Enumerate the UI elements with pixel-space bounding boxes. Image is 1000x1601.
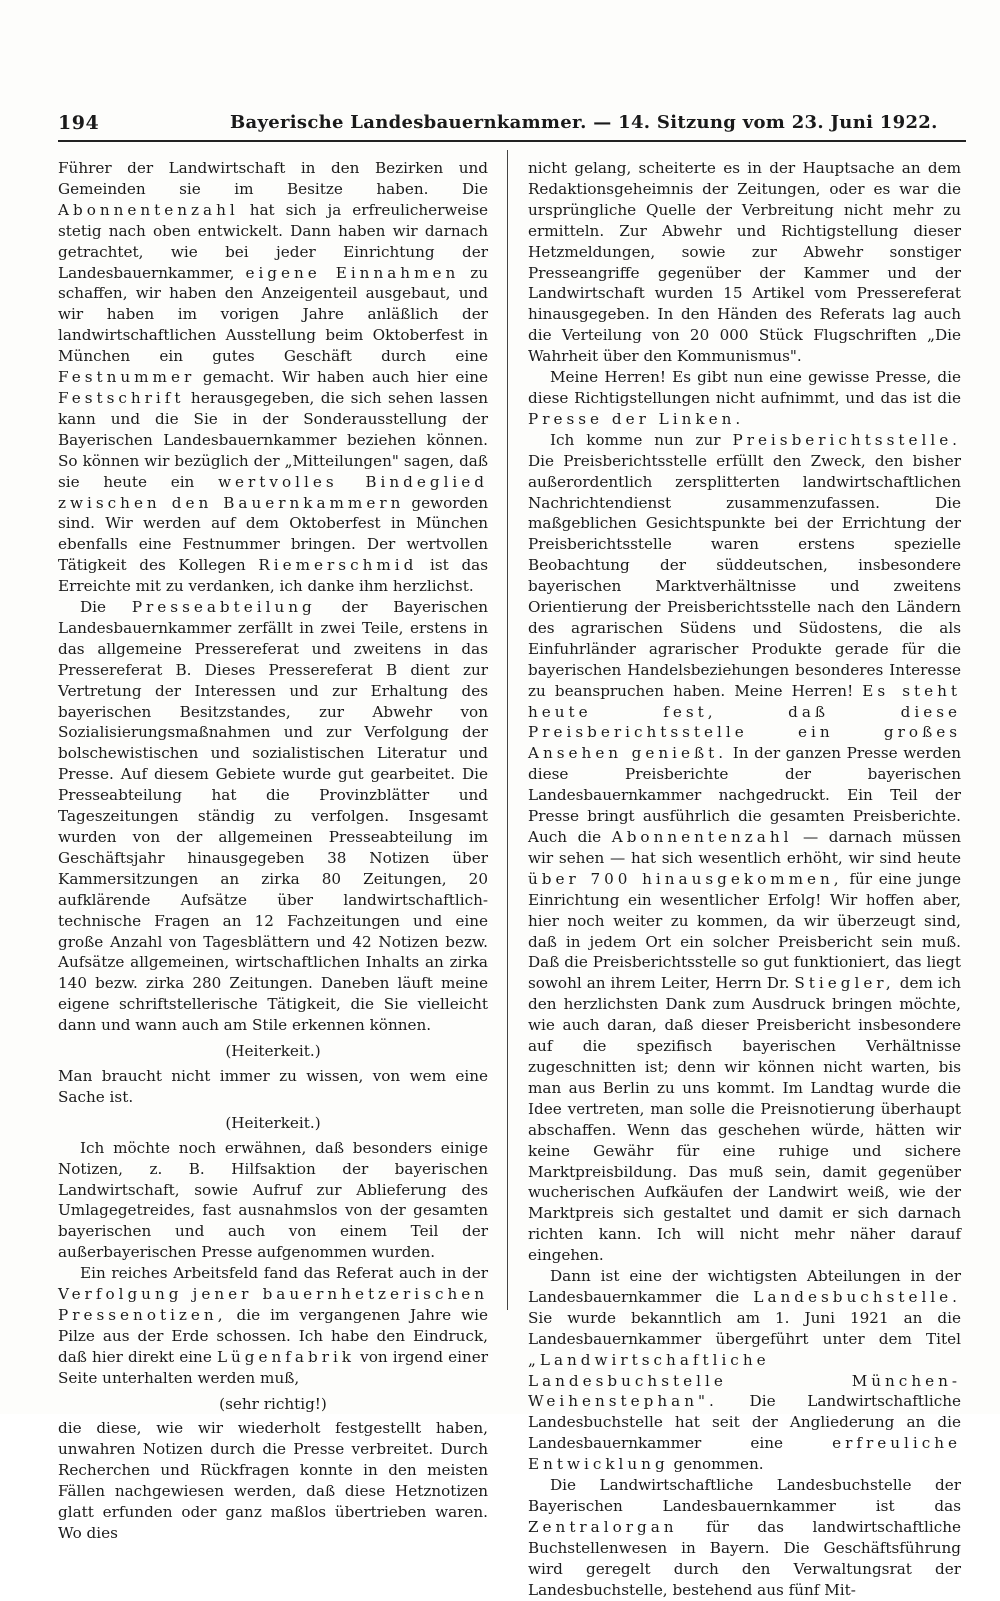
spaced-emphasis: Riemerschmid xyxy=(258,556,418,575)
spaced-emphasis: Lügenfabrik xyxy=(216,1347,356,1366)
paragraph: Dann ist eine der wichtigsten Abteilungen in der Landesbauernkammer die Landesbuchstelle. Sie wurde bekanntlich am 1. Juni 1921 an die Landesbauernkammer übergeführt unter dem Titel „Landwirtschaftliche Landesbuchstelle München-Weihenstephan". Die Landwirtschaftliche Landesbuchstelle hat seit der Angliederung an die Landesbauernkammer eine erfreuliche Entwicklung genommen. xyxy=(528,1267,962,1474)
interjection: (Heiterkeit.) xyxy=(225,1113,321,1132)
spaced-emphasis: „Landwirtschaftliche Landesbuchstelle München-Weihenstephan". xyxy=(528,1350,961,1411)
spaced-emphasis: Abonnentenzahl xyxy=(58,200,239,219)
spaced-emphasis: Presseabteilung xyxy=(131,598,316,617)
paragraph: Die Presseabteilung der Bayerischen Landesbauernkammer zerfällt in zwei Teile, erstens in das allgemeine Pressereferat und zweitens in das Pressereferat B. Dieses Pressereferat B dient zur Vertretung der Interessen und zur Erhaltung des bayerischen Besitzstandes, zur Abwehr von Sozialisierungsmaßnahmen und zur Verfolgung der bolschewistischen und sozialistischen Literatur und Presse. Auf diesem Gebiete wurde gut gearbeitet. Die Presseabteilung hat die Provinzblätter und Tageszeitungen ständig zu verfolgen. Insgesamt wurden von der allgemeinen Presseabteilung im Geschäftsjahr hinausgegeben 38 Notizen über Kammersitzungen an zirka 80 Zeitungen, 20 aufklärende Aufsätze über landwirtschaftlich-technische Fragen an 12 Fachzeitungen und eine große Anzahl von Tagesblättern und 42 Notizen bezw. Aufsätze allgemeinen, wirtschaftlichen Inhalts an zirka 140 bezw. zirka 280 Zeitungen. Daneben läuft meine eigene schriftstellerische Tätigkeit, die Sie vielleicht dann und wann auch am Stile erkennen können. xyxy=(58,598,489,1035)
paragraph: Meine Herren! Es gibt nun eine gewisse Presse, die diese Richtigstellungen nicht aufnimmt, und das ist die Presse der Linken. xyxy=(528,368,961,428)
spaced-emphasis: Landesbuchstelle. xyxy=(753,1287,961,1306)
running-title: Bayerische Landesbauernkammer. — 14. Sitzung vom 23. Juni 1922. xyxy=(230,112,938,133)
paragraph: Führer der Landwirtschaft in den Bezirken und Gemeinden sie im Besitze haben. Die Abonnentenzahl hat sich ja erfreulicherweise stetig nach oben entwickelt. Dann haben wir darnach getrachtet, wie bei jeder Einrichtung der Landesbauernkammer, eigene Einnahmen zu schaffen, wir haben den Anzeigenteil ausgebaut, und wir haben im vorigen Jahre anläßlich der landwirtschaftlichen Ausstellung beim Oktoberfest in München ein gutes Geschäft durch eine Festnummer gemacht. Wir haben auch hier eine Festschrift herausgegeben, die sich sehen lassen kann und die Sie in der Sonderausstellung der Bayerischen Landesbauernkammer beziehen können. So können wir bezüglich der „Mitteilungen" sagen, daß sie heute ein wertvolles Bindeglied zwischen den Bauernkammern geworden sind. Wir werden auf dem Oktoberfest in München ebenfalls eine Festnummer bringen. Der wertvollen Tätigkeit des Kollegen Riemerschmid ist das Erreichte mit zu verdanken, ich danke ihm herzlichst. xyxy=(58,159,489,596)
paragraph: Die Landwirtschaftliche Landesbuchstelle der Bayerischen Landesbauernkammer ist das Zentralorgan für das landwirtschaftliche Buchstellenwesen in Bayern. Die Geschäftsführung wird geregelt durch den Verwaltungsrat der Landesbuchstelle, bestehend aus fünf Mit- xyxy=(528,1476,962,1599)
spaced-emphasis: Festschrift xyxy=(58,388,185,407)
spaced-emphasis: Abonnentenzahl xyxy=(611,828,793,846)
spaced-emphasis: erfreuliche Entwicklung xyxy=(528,1434,962,1474)
paragraph: Ein reiches Arbeitsfeld fand das Referat auch in der Verfolgung jener bauernhetzerischen Pressenotizen, die im vergangenen Jahre wie Pilze aus der Erde schossen. Ich habe den Eindruck, daß hier direkt eine Lügenfabrik von irgend einer Seite unterhalten werden muß, xyxy=(58,1264,489,1387)
spaced-emphasis: Preisberichtsstelle. xyxy=(732,430,962,449)
spaced-emphasis: Presse der Linken. xyxy=(528,409,745,428)
spaced-emphasis: Es steht heute fest, daß diese Preisberichtsstelle ein großes Ansehen genießt. xyxy=(528,681,962,763)
paragraph: nicht gelang, scheiterte es in der Hauptsache an dem Redaktionsgeheimnis der Zeitungen, oder es war die ursprüngliche Quelle der Verbreitung nicht mehr zu ermitteln. Zur Abwehr und Richtigstellung dieser Hetzmeldungen, sowie zur Abwehr sonstiger Presseangriffe gegenüber der Kammer und der Landwirtschaft wurden 15 Artikel vom Pressereferat hinausgegeben. In den Händen des Referats lag auch die Verteilung von 20 000 Stück Flugschriften „Die Wahrheit über den Kommunismus". xyxy=(528,159,961,366)
paragraph: Man braucht nicht immer zu wissen, von wem eine Sache ist. xyxy=(58,1066,488,1106)
spaced-emphasis: wertvolles Bindeglied zwischen den Bauernkammern xyxy=(58,472,489,512)
interjection: (sehr richtig!) xyxy=(219,1394,327,1413)
spaced-emphasis: Zentralorgan xyxy=(528,1517,678,1536)
page-number: 194 xyxy=(58,112,100,134)
spaced-emphasis: über 700 hinausgekommen, xyxy=(528,869,843,888)
spaced-emphasis: Festnummer xyxy=(58,368,196,387)
right-column xyxy=(528,158,961,1601)
header-rule xyxy=(58,140,966,142)
interjection: (Heiterkeit.) xyxy=(225,1042,321,1061)
column-divider xyxy=(507,150,508,1310)
left-column xyxy=(58,158,488,1544)
spaced-emphasis: Stiegler, xyxy=(794,974,895,993)
spaced-emphasis: eigene Einnahmen xyxy=(245,263,460,282)
paragraph: Ich komme nun zur Preisberichtsstelle. Die Preisberichtsstelle erfüllt den Zweck, den bisher außerordentlich zersplitterten landwirtschaftlichen Nachrichtendienst zusammenzufassen. Die maßgeblichen Gesichtspunkte bei der Errichtung der Preisberichtsstelle waren erstens spezielle Beobachtung der süddeutschen, insbesondere bayerischen Marktverhältnisse und zweitens Orientierung der Preisberichtsstelle nach den Ländern des agrarischen Südens und Südostens, die als Einfuhrländer agrarischer Produkte gerade für die bayerischen Handelsbeziehungen besonderes Interesse zu beanspruchen haben. Meine Herren! Es steht heute fest, daß diese Preisberichtsstelle ein großes Ansehen genießt. In der ganzen Presse werden diese Preisberichte der bayerischen Landesbauernkammer nachgedruckt. Ein Teil der Presse bringt ausführlich die gesamten Preisberichte. Auch die Abonnentenzahl — darnach müssen wir sehen — hat sich wesentlich erhöht, wir sind heute über 700 hinausgekommen, für eine junge Einrichtung ein wesentlicher Erfolg! Wir hoffen aber, hier noch weiter zu kommen, da wir überzeugt sind, daß in jedem Ort ein solcher Preisbericht sein muß. Daß die Preisberichtsstelle so gut funktioniert, das liegt sowohl an ihrem Leiter, Herrn Dr. Stiegler, dem ich den herzlichsten Dank zum Ausdruck bringen möchte, wie auch daran, daß dieser Preisbericht insbesondere auf die spezifisch bayerischen Verhältnisse zugeschnitten ist; denn wir können nicht warten, bis man aus Berlin zu uns kommt. Im Landtag wurde die Idee vertreten, man solle die Preisnotierung überhaupt abschaffen. Wenn das geschehen würde, hätten wir keine Gewähr für eine ruhige und sichere Marktpreisbildung. Das muß sein, damit gegenüber wucherischen Aufkäufen der Landwirt weiß, wie der Marktpreis sich gestaltet und damit er sich darnach richten kann. Ich will nicht mehr näher darauf eingehen. xyxy=(528,430,962,1265)
paragraph: Ich möchte noch erwähnen, daß besonders einige Notizen, z. B. Hilfsaktion der bayerischen Landwirtschaft, sowie Aufruf zur Ablieferung des Umlagegetreides, fast ausnahmslos von der gesamten bayerischen und auch von einem Teil der außerbayerischen Presse aufgenommen wurden. xyxy=(58,1138,488,1262)
paragraph: die diese, wie wir wiederholt festgestellt haben, unwahren Notizen durch die Presse verbreitet. Durch Recherchen und Rückfragen konnte in den meisten Fällen nachgewiesen werden, daß diese Hetznotizen glatt erfunden oder ganz maßlos übertrieben waren. Wo dies xyxy=(58,1419,488,1542)
page-header xyxy=(58,112,963,138)
spaced-emphasis: Verfolgung jener bauernhetzerischen Pressenotizen, xyxy=(58,1285,488,1324)
